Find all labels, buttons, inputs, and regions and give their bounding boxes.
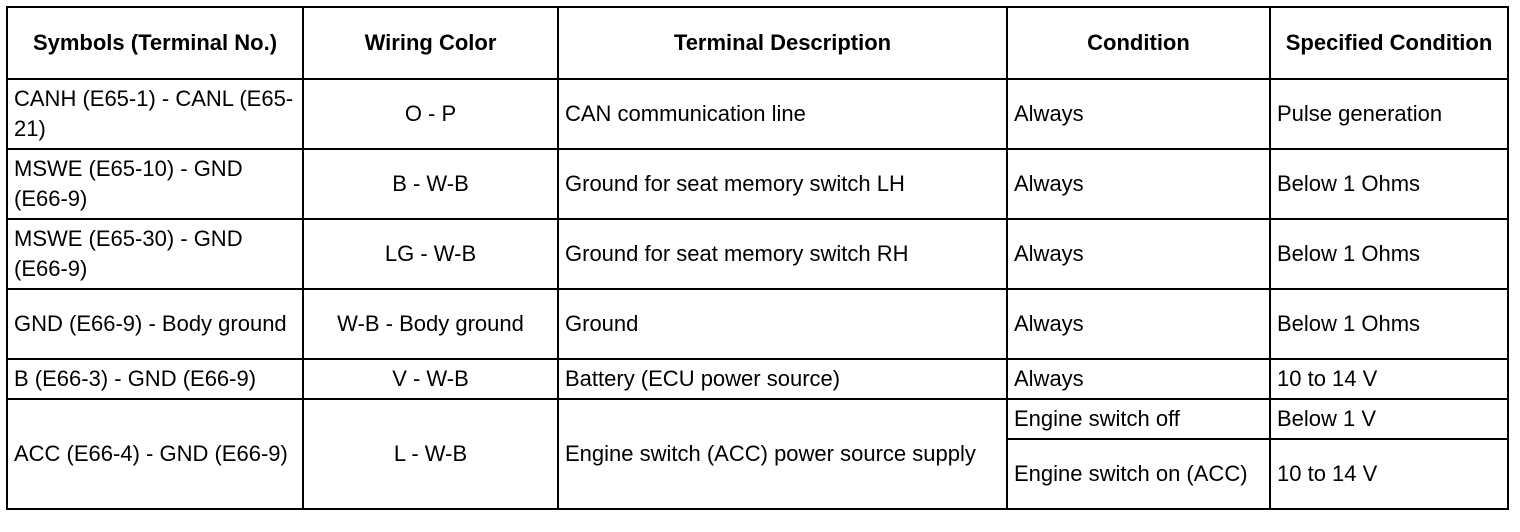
cell-wiring-color: LG - W-B [303, 219, 558, 289]
cell-terminal-description: Ground for seat memory switch LH [558, 149, 1007, 219]
cell-condition: Engine switch off [1007, 399, 1270, 439]
cell-specified-condition: 10 to 14 V [1270, 439, 1508, 509]
table-row [7, 399, 1508, 439]
header-condition: Condition [1007, 7, 1270, 79]
terminal-spec-table [6, 6, 1509, 510]
cell-specified-condition: 10 to 14 V [1270, 359, 1508, 399]
header-wiring-color: Wiring Color [303, 7, 558, 79]
table-header-row [7, 7, 1508, 79]
cell-terminal-description: CAN communication line [558, 79, 1007, 149]
cell-terminal-description: Engine switch (ACC) power source supply [558, 399, 1007, 509]
cell-condition: Always [1007, 149, 1270, 219]
cell-symbols: B (E66-3) - GND (E66-9) [7, 359, 303, 399]
cell-terminal-description: Ground for seat memory switch RH [558, 219, 1007, 289]
cell-symbols: MSWE (E65-30) - GND (E66-9) [7, 219, 303, 289]
cell-condition: Always [1007, 79, 1270, 149]
cell-wiring-color: V - W-B [303, 359, 558, 399]
cell-specified-condition: Below 1 Ohms [1270, 219, 1508, 289]
cell-wiring-color: B - W-B [303, 149, 558, 219]
cell-wiring-color: W-B - Body ground [303, 289, 558, 359]
table-row [7, 289, 1508, 359]
cell-specified-condition: Below 1 Ohms [1270, 149, 1508, 219]
cell-condition: Always [1007, 289, 1270, 359]
header-specified-condition: Specified Condition [1270, 7, 1508, 79]
header-symbols: Symbols (Terminal No.) [7, 7, 303, 79]
cell-symbols: MSWE (E65-10) - GND (E66-9) [7, 149, 303, 219]
cell-symbols: GND (E66-9) - Body ground [7, 289, 303, 359]
table-row [7, 149, 1508, 219]
cell-terminal-description: Ground [558, 289, 1007, 359]
cell-specified-condition: Pulse generation [1270, 79, 1508, 149]
cell-wiring-color: O - P [303, 79, 558, 149]
cell-condition: Always [1007, 359, 1270, 399]
cell-condition: Always [1007, 219, 1270, 289]
table-row [7, 219, 1508, 289]
cell-specified-condition: Below 1 V [1270, 399, 1508, 439]
cell-wiring-color: L - W-B [303, 399, 558, 509]
table-row [7, 79, 1508, 149]
cell-specified-condition: Below 1 Ohms [1270, 289, 1508, 359]
cell-terminal-description: Battery (ECU power source) [558, 359, 1007, 399]
table-row [7, 359, 1508, 399]
header-terminal-description: Terminal Description [558, 7, 1007, 79]
cell-symbols: ACC (E66-4) - GND (E66-9) [7, 399, 303, 509]
cell-condition: Engine switch on (ACC) [1007, 439, 1270, 509]
cell-symbols: CANH (E65-1) - CANL (E65-21) [7, 79, 303, 149]
